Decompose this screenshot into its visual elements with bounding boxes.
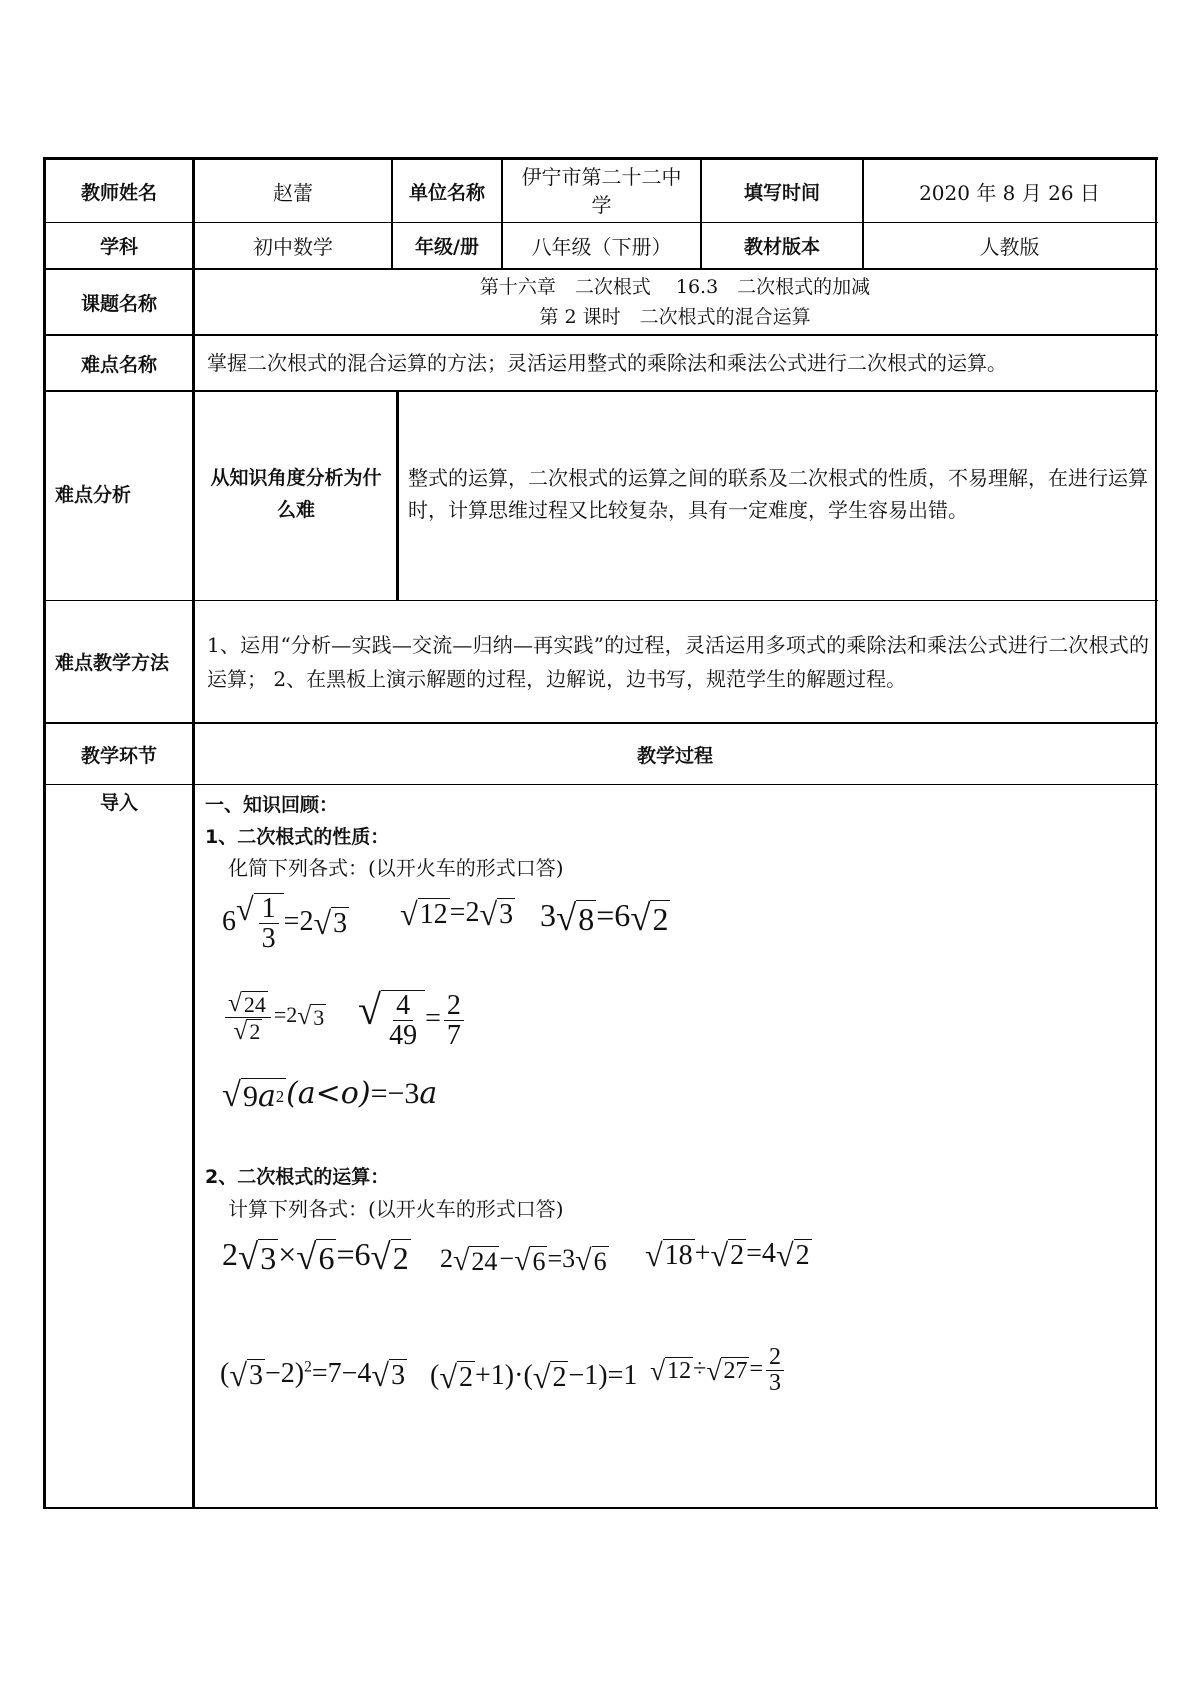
c1-rad2: 6 [318,1239,335,1276]
e6-exp: 2 [275,1086,285,1106]
c4-exp: 2 [304,1358,312,1376]
analysis-text: 整式的运算，二次根式的运算之间的联系及二次根式的性质，不易理解，在进行运算时，计算思维过程又比较复杂，具有一定难度，学生容易出错。 [408,466,1148,522]
c5-mid: +1)·( [475,1360,533,1391]
process-header: 教学过程 [636,744,713,767]
grade-value: 八年级（下册） [531,235,672,259]
method-text: 1、运用“分析—实践—交流—归纳—再实践”的过程，灵活运用多项式的乘除法和乘法公式进行二次根式的运算； 2、在黑板上演示解题的过程，边解说，边书写，规范学生的解题过程。 [207,633,1149,691]
c5-rad2: 2 [552,1362,567,1394]
subject-value: 初中数学 [253,235,333,259]
unit-name-label: 单位名称 [408,181,485,204]
c4-mid: −2) [265,1358,305,1389]
fill-date-value: 2020 年 8 月 26 日 [919,180,1100,205]
e6-rad-coef: 9 [242,1079,258,1113]
e3-coef: 3 [540,897,556,933]
c4-open: ( [220,1358,230,1389]
properties-heading: 1、二次根式的性质： [205,826,390,848]
unit-name-line2: 学 [591,193,612,217]
c2-rad1: 24 [471,1246,498,1276]
c6-eq: = [749,1356,764,1383]
e1-rhs-rad: 3 [333,907,348,939]
simplify-instruction: 化简下列各式：(以开火车的形式口答) [228,856,564,880]
e4-den-rad: 2 [249,1019,261,1045]
e4-rhs: =2 [273,1002,298,1028]
c3-rad1: 18 [664,1240,693,1272]
expr-simplify-3: 3 √ 8 =6 √ 2 [540,896,669,938]
topic-value [195,272,1155,334]
fill-date-label: 填写时间 [743,181,820,204]
grade-label: 年级/册 [415,236,479,258]
c5-open1: ( [430,1360,440,1391]
e5-rden: 7 [446,1019,461,1051]
operations-heading: 2、二次根式的运算： [205,1166,390,1188]
e1-rhs: =2 [283,905,314,937]
e2-rhs: =2 [449,897,480,928]
e5-num: 4 [393,991,413,1021]
c6-rad2: 27 [723,1357,748,1384]
teacher-name-value: 赵蕾 [273,180,313,205]
compute-instruction: 计算下列各式：(以开火车的形式口答) [228,1197,564,1221]
difficulty-text: 掌握二次根式的混合运算的方法；灵活运用整式的乘除法和乘法公式进行二次根式的运算。 [207,351,1007,375]
review-heading: 一、知识回顾： [205,794,339,816]
e1-coef: 6 [222,905,236,937]
expr-calc-2: 2 √ 24 − √ 6 =3 √ 6 [440,1243,607,1277]
c1-rhs-rad: 2 [392,1239,409,1276]
unit-name-line1: 伊宁市第二十二中 [521,165,682,189]
stage-intro: 导入 [99,792,138,814]
e3-rad: 8 [578,900,595,937]
e5-eq: = [425,1002,441,1034]
e1-num: 1 [259,894,279,924]
e6-rhs-var: a [419,1076,438,1111]
stage-header: 教学环节 [80,744,157,767]
e5-den: 49 [389,1020,418,1052]
c2-op: − [499,1244,515,1273]
topic-line-1: 第十六章 二次根式 16.3 二次根式的加减 [479,276,871,298]
expr-simplify-4: √ 24 √ 2 =2 √ 3 [222,990,326,1044]
subject-label: 学科 [99,236,138,258]
c1-rhs: =6 [336,1236,371,1272]
e2-rad: 12 [419,899,448,931]
expr-calc-1: 2 √ 3 × √ 6 =6 √ 2 [222,1235,409,1277]
c6-rad1: 12 [667,1357,692,1384]
unit-name-value [503,160,700,222]
expr-calc-3: √ 18 + √ 2 =4 √ 2 [645,1237,810,1274]
e1-den: 3 [261,923,276,955]
e3-rhs: =6 [596,897,631,933]
topic-label: 课题名称 [80,292,157,315]
expr-calc-6: √ 12 ÷ √ 27 = $\frac{2}{3}$ [650,1345,787,1396]
edition-label: 教材版本 [743,236,820,258]
analysis-label: 难点分析 [55,484,132,506]
c2-rhs: =3 [547,1244,576,1273]
e3-rhs-rad: 2 [652,900,669,937]
c1-rad1: 3 [260,1239,277,1276]
difficulty-label: 难点名称 [80,353,157,376]
expr-simplify-6: √ 9 a 2 (a<o)=−3a [222,1076,438,1115]
expr-simplify-2: √ 12 =2 √ 3 [400,896,514,933]
expr-simplify-1: 6 √ $\frac{1}{3}$ =2 √ 3 [222,891,348,955]
c6-op: ÷ [693,1356,707,1383]
e6-var: a [257,1079,276,1115]
c4-rad: 3 [249,1360,263,1392]
expr-simplify-5: √ $\frac{4}{49}$ = $\frac{2}{7}$ [358,990,467,1051]
e6-cond: (a<o) [286,1076,371,1111]
e4-num-rad: 24 [243,991,266,1017]
expr-calc-4: ( √ 3 −2)$^2$=7−4 √ 3 [220,1357,406,1394]
c6-den: 3 [769,1370,782,1397]
e5-rnum: 2 [444,991,464,1021]
c5-rad1: 2 [459,1362,473,1394]
topic-line-2: 第 2 课时 二次根式的混合运算 [539,306,811,328]
e4-rhs-rad: 3 [313,1004,325,1030]
c4-rhs-rad: 3 [391,1360,406,1392]
teacher-name-label: 教师姓名 [80,181,157,204]
c2-rad2: 6 [532,1246,546,1276]
c6-num: 2 [766,1345,784,1371]
c1-coef: 2 [222,1236,238,1272]
c3-op: + [694,1238,711,1269]
c1-op: × [278,1236,297,1272]
c4-rhs: =7−4 [311,1358,372,1389]
e6-rhs: =−3 [370,1077,420,1110]
method-label: 难点教学方法 [55,652,170,674]
c2-rhs-rad: 6 [593,1246,607,1276]
c2-coef: 2 [440,1244,453,1273]
expr-calc-5: ( √ 2 +1)·( √ 2 −1)=1 [430,1359,638,1396]
edition-value: 人教版 [979,235,1040,259]
c5-end: −1)=1 [568,1360,638,1391]
analysis-sub-label: 从知识角度分析为什么难 [210,467,382,521]
c3-rhs-rad: 2 [795,1240,810,1272]
c3-rad2: 2 [730,1240,745,1272]
c3-rhs: =4 [746,1238,776,1269]
e2-rhs-rad: 3 [499,899,514,931]
